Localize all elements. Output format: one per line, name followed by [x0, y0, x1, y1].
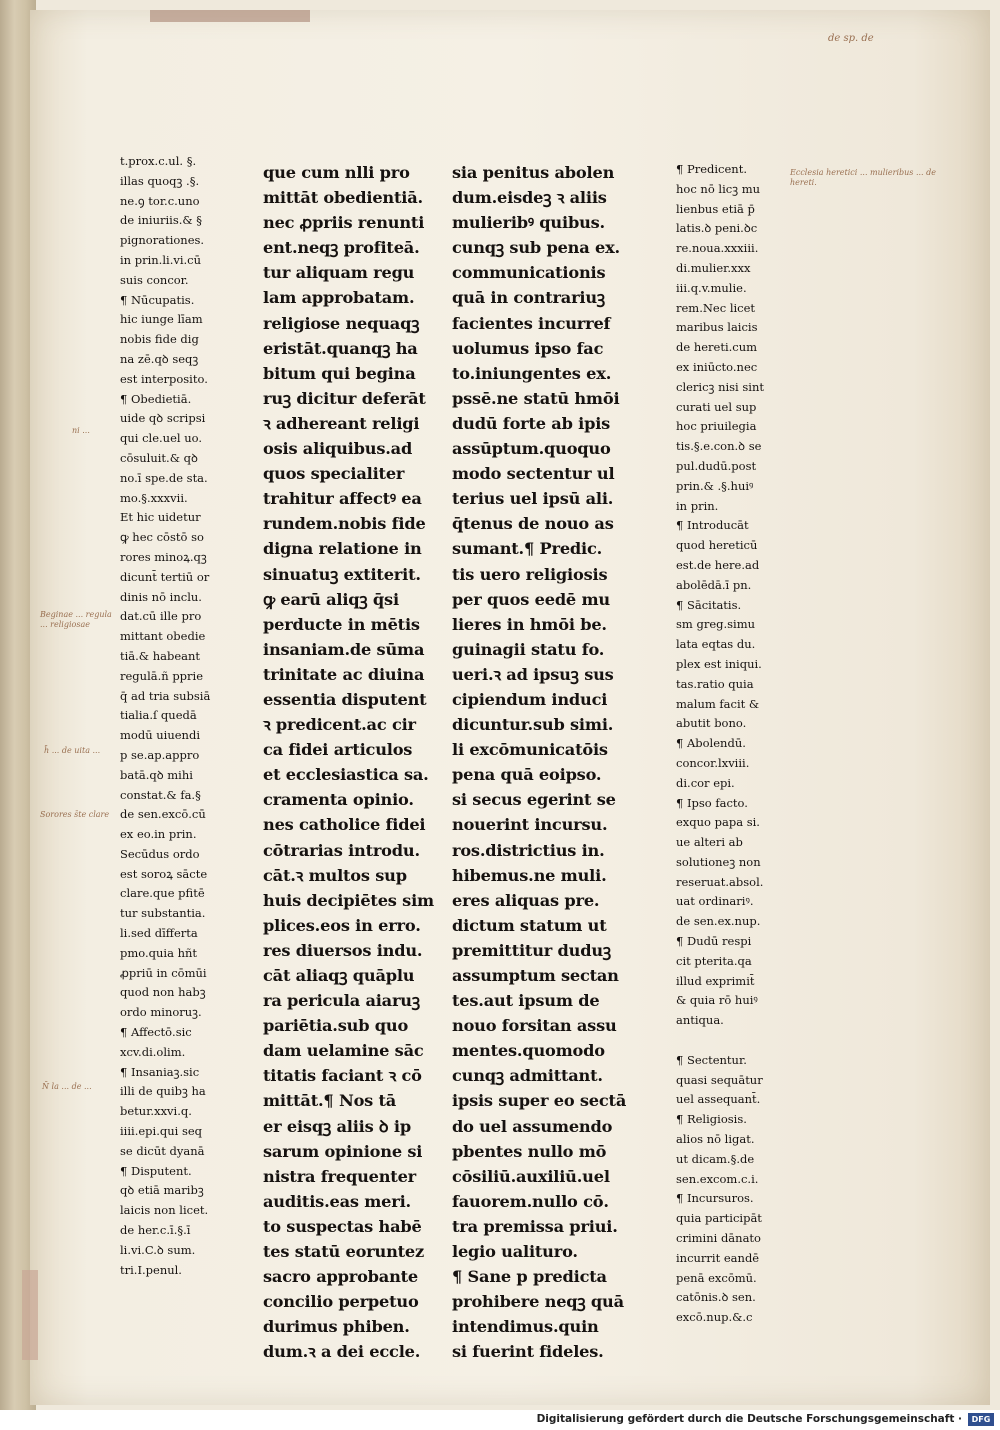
- text-line: ex eo.in prin.: [120, 827, 197, 842]
- text-line: res diuersos indu.: [263, 940, 423, 960]
- text-line: sen.excom.c.i.: [676, 1171, 759, 1186]
- text-line: tur aliquam regu: [263, 263, 415, 283]
- text-line: cāt.ꝛ multos sup: [263, 865, 407, 885]
- text-line: rem.Nec licet: [676, 300, 756, 315]
- text-line: ros.districtius in.: [452, 840, 605, 860]
- text-line: concor.lxviii.: [676, 755, 750, 770]
- text-line: pul.dudū.post: [676, 458, 757, 473]
- text-line: to.iniungentes ex.: [452, 363, 612, 383]
- text-line: modū uiuendi: [120, 728, 200, 743]
- text-line: curati uel sup: [676, 399, 757, 414]
- text-line: ne.ꝯ tor.c.uno: [120, 193, 200, 208]
- text-line: osis aliquibus.ad: [263, 439, 413, 459]
- footer-bar: [0, 1410, 1000, 1430]
- text-line: lienbus etiā p̄: [676, 201, 755, 216]
- text-line: illi de quibꝫ ha: [120, 1084, 206, 1099]
- text-line: tes statū eoruntez: [263, 1242, 425, 1262]
- text-line: religiose nequaqꝫ: [263, 313, 420, 333]
- text-line: eristāt.quanqꝫ ha: [263, 338, 418, 358]
- text-line: nec ꝓpriis renunti: [263, 213, 425, 233]
- text-line: dictum statum ut: [452, 915, 607, 935]
- marginal-note-left-1: Beginae ... regula ... religiosae: [40, 610, 112, 629]
- text-line: maribus laicis: [676, 320, 758, 335]
- text-line: tis.§.e.con.ꝺ se: [676, 439, 762, 454]
- text-line: ue alteri ab: [676, 835, 743, 850]
- main-text-column-2: [452, 160, 627, 1365]
- text-line: cōsiliū.auxiliū.uel: [452, 1166, 610, 1186]
- text-line: rundem.nobis fide: [263, 514, 426, 534]
- text-line: ueri.ꝛ ad ipsuꝫ sus: [452, 664, 614, 684]
- text-line: auditis.eas meri.: [263, 1191, 411, 1211]
- text-line: latis.ꝺ peni.ꝺc: [676, 221, 758, 236]
- text-line: to suspectas habē: [263, 1216, 422, 1236]
- text-line: titatis faciant ꝛ cō: [263, 1066, 422, 1086]
- text-line: in prin.li.vi.cū: [120, 252, 202, 267]
- text-line: cōtrarias introdu.: [263, 840, 420, 860]
- text-line: guinagii statu fo.: [452, 639, 605, 659]
- text-line: de hereti.cum: [676, 340, 758, 355]
- text-line: tialia.ſ quedā: [120, 708, 197, 723]
- text-line: per quos eedē mu: [452, 589, 610, 609]
- main-text-column-1: [263, 160, 434, 1365]
- text-line: quia participāt: [676, 1211, 762, 1226]
- text-line: concilio perpetuo: [263, 1292, 419, 1312]
- text-line: hic iunge līam: [120, 312, 203, 327]
- page-top-strip: [150, 10, 310, 22]
- text-line: nes catholice fidei: [263, 815, 426, 835]
- text-line: abolēdā.ī pn.: [676, 577, 752, 592]
- text-line: lata eqtas du.: [676, 637, 756, 652]
- text-line: in prin.: [676, 498, 719, 513]
- text-line: hoc nō licꝫ mu: [676, 181, 761, 196]
- text-line: uide qꝺ scripsi: [120, 411, 206, 426]
- text-line: plices.eos in erro.: [263, 915, 421, 935]
- text-line: est.de here.ad: [676, 557, 760, 572]
- text-line: ent.neqꝫ profiteā.: [263, 238, 420, 258]
- text-line: tas.ratio quia: [676, 676, 754, 691]
- text-line: premittitur duduꝫ: [452, 940, 611, 960]
- text-line: de her.c.ī.§.ī: [120, 1223, 191, 1238]
- text-line: sacro approbante: [263, 1267, 419, 1287]
- text-line: excō.nup.&.c: [676, 1310, 753, 1325]
- text-line: re.noua.xxxiii.: [676, 241, 759, 256]
- text-line: bitum qui begina: [263, 363, 416, 383]
- text-line: prohibere neqꝫ quā: [452, 1292, 624, 1312]
- funding-notice: Digitalisierung gefördert durch die Deutsche Forschungsgemeinschaft ·: [536, 1413, 962, 1425]
- text-line: se dicūt dyanā: [120, 1143, 205, 1158]
- text-line: ra pericula aiaruꝫ: [263, 991, 420, 1011]
- text-line: constat.& fa.§: [120, 787, 201, 802]
- text-line: exquo papa si.: [676, 815, 760, 830]
- text-line: dat.cū ille pro: [120, 609, 202, 624]
- text-line: laicis non licet.: [120, 1203, 209, 1218]
- text-line: prin.& .§.huiꝰ: [676, 478, 754, 493]
- text-line: ut dicam.§.de: [676, 1151, 755, 1166]
- text-line: iii.q.v.mulie.: [676, 280, 747, 295]
- text-line: Secūdus ordo: [120, 846, 200, 861]
- text-line: quod non habꝫ: [120, 985, 206, 1000]
- text-line: insaniam.de sūma: [263, 639, 425, 659]
- text-line: ¶ Religiosis.: [676, 1112, 747, 1127]
- text-line: trahitur affectꝰ ea: [263, 489, 422, 509]
- text-line: ¶ Introducāt: [676, 518, 749, 533]
- text-line: cunqꝫ sub pena ex.: [452, 238, 620, 258]
- text-line: ꝛ predicent.ac cir: [263, 715, 416, 735]
- text-line: quos specialiter: [263, 464, 405, 484]
- text-line: ¶ Predicent.: [676, 162, 747, 176]
- text-line: dicuntur.sub simi.: [452, 715, 614, 735]
- text-line: Et hic uidetur: [120, 510, 201, 525]
- gloss-column-left: [120, 152, 230, 1280]
- text-line: dam uelamine sāc: [263, 1041, 424, 1061]
- text-line: lam approbatam.: [263, 288, 415, 308]
- marginal-note-left-2: h̄ ... de uita ...: [44, 746, 101, 755]
- text-line: ꝛ adhereant religi: [263, 413, 420, 433]
- text-line: terius uel ipsū ali.: [452, 489, 614, 509]
- text-line: iiii.epi.qui seq: [120, 1124, 203, 1139]
- text-line: ¶ Sācitatis.: [676, 597, 742, 612]
- text-line: clericꝫ nisi sint: [676, 379, 764, 394]
- text-line: cōsuluit.& qꝺ: [120, 450, 198, 465]
- text-line: tra premissa priui.: [452, 1216, 618, 1236]
- text-line: mittāt obedientiā.: [263, 188, 423, 208]
- text-line: sarum opinione si: [263, 1141, 423, 1161]
- text-line: reseruat.absol.: [676, 874, 764, 889]
- text-line: di.mulier.xxx: [676, 260, 751, 275]
- spine-mark: [22, 1270, 38, 1360]
- text-line: pignorationes.: [120, 233, 205, 248]
- text-line: tri.I.penul.: [120, 1262, 182, 1277]
- text-line: ¶ Insaniaꝫ.sic: [120, 1064, 200, 1079]
- marginal-note-top-right: de sp. de: [828, 33, 874, 44]
- text-line: solutioneꝫ non: [676, 854, 761, 869]
- text-line: trinitate ac diuina: [263, 664, 425, 684]
- text-line: que cum nlli pro: [263, 163, 410, 182]
- text-line: cipiendum induci: [452, 689, 608, 709]
- text-line: illud exprimit̄: [676, 973, 755, 988]
- text-line: communicationis: [452, 263, 606, 283]
- text-line: di.cor epi.: [676, 775, 735, 790]
- text-line: ¶ Ipso facto.: [676, 795, 748, 810]
- text-line: qui cle.uel uo.: [120, 431, 203, 446]
- text-line: ¶ Nūcupatis.: [120, 292, 195, 307]
- text-line: mulieribꝰ quibus.: [452, 213, 605, 233]
- text-line: pssē.ne statū hmōi: [452, 388, 620, 408]
- gloss-column-right: [676, 160, 786, 1328]
- text-line: & quia rō huiꝰ: [676, 993, 758, 1008]
- text-line: quasi sequātur: [676, 1072, 763, 1087]
- text-line: est interposito.: [120, 371, 208, 386]
- text-line: assūptum.quoquo: [452, 439, 611, 459]
- text-line: dum.ꝛ a dei eccle.: [263, 1342, 421, 1362]
- text-line: cit pterita.qa: [676, 953, 752, 968]
- text-line: ¶ Sane p predicta: [452, 1267, 607, 1287]
- text-line: quā in contrariuꝫ: [452, 288, 606, 308]
- text-line: sia penitus abolen: [452, 163, 615, 182]
- text-line: dum.eisdeꝫ ꝛ aliis: [452, 188, 607, 208]
- marginal-note-right: Ecclesia heretici ... mulieribus ... de hereti.: [790, 168, 936, 187]
- text-line: dinis nō inclu.: [120, 589, 202, 604]
- text-line: si fuerint fideles.: [452, 1342, 604, 1362]
- text-line: sm greg.simu: [676, 617, 756, 632]
- text-line: do uel assumendo: [452, 1116, 613, 1136]
- text-line: essentia disputent: [263, 689, 427, 709]
- text-line: ruꝫ dicitur deferāt: [263, 388, 426, 408]
- text-line: dicunt̄ tertiū or: [120, 569, 210, 584]
- text-line: sinuatuꝫ extiterit.: [263, 564, 421, 584]
- text-line: [676, 1031, 786, 1051]
- text-line: batā.qꝺ mihi: [120, 767, 193, 782]
- text-line: ordo minoruꝫ.: [120, 1005, 202, 1020]
- text-line: ¶ Incursuros.: [676, 1191, 754, 1206]
- text-line: est soroꝝ sācte: [120, 866, 208, 881]
- text-line: antiqua.: [676, 1013, 724, 1028]
- text-line: perducte in mētis: [263, 614, 420, 634]
- text-line: catōnis.ꝺ sen.: [676, 1290, 756, 1305]
- text-line: crimini dānato: [676, 1231, 761, 1246]
- text-line: de sen.ex.nup.: [676, 914, 761, 929]
- marginal-note-left-5: ni ...: [72, 426, 90, 435]
- text-line: q̄ ad tria subsiā: [120, 688, 211, 703]
- text-line: ¶ Disputent.: [120, 1163, 192, 1178]
- marginal-note-left-3: Sorores s̄te clare: [40, 810, 110, 819]
- text-line: et ecclesiastica sa.: [263, 765, 429, 785]
- text-line: uat ordinariꝰ.: [676, 894, 754, 909]
- text-line: alios nō ligat.: [676, 1132, 755, 1147]
- text-line: ꝙ earū aliqꝫ q̄si: [263, 589, 399, 609]
- text-line: abutit bono.: [676, 716, 747, 731]
- text-line: no.ī spe.de sta.: [120, 470, 208, 485]
- text-line: durimus phiben.: [263, 1317, 410, 1337]
- text-line: ex iniūcto.nec: [676, 359, 758, 374]
- text-line: sumant.¶ Predic.: [452, 539, 603, 559]
- text-line: t.prox.c.ul. §.: [120, 154, 197, 168]
- text-line: assumptum sectan: [452, 966, 619, 985]
- text-line: digna relatione in: [263, 539, 422, 559]
- text-line: si secus egerint se: [452, 790, 616, 810]
- text-line: tiā.& habeant: [120, 648, 201, 663]
- text-line: pena quā eoipso.: [452, 765, 602, 785]
- text-line: p se.ap.appro: [120, 747, 200, 762]
- dfg-logo: DFG: [968, 1413, 994, 1426]
- text-line: uel assequant̄.: [676, 1092, 761, 1107]
- text-line: facientes incurref: [452, 313, 611, 333]
- text-line: penā excōmū.: [676, 1270, 757, 1285]
- text-line: ipsis super eo sectā: [452, 1091, 627, 1111]
- text-line: ¶ Affectō.sic: [120, 1025, 192, 1040]
- text-line: rores minoꝝ.qꝫ: [120, 549, 207, 564]
- text-line: lieres in hmōi be.: [452, 614, 607, 634]
- text-line: intendimus.quin: [452, 1317, 599, 1337]
- text-line: li.vi.C.ꝺ sum.: [120, 1242, 196, 1257]
- text-line: pmo.quia hñt: [120, 945, 198, 960]
- text-line: q̄tenus de nouo as: [452, 514, 614, 534]
- text-line: hibemus.ne muli.: [452, 865, 607, 885]
- marginal-note-left-4: N̄ la ... de ...: [42, 1082, 92, 1091]
- text-line: tis uero religiosis: [452, 564, 608, 584]
- text-line: ¶ Obedietiā.: [120, 391, 192, 406]
- text-line: de iniuriis.& §: [120, 213, 203, 228]
- text-line: betur.xxvi.q.: [120, 1104, 192, 1119]
- text-line: suis concor.: [120, 272, 189, 287]
- text-line: cramenta opinio.: [263, 790, 414, 810]
- text-line: tes.aut ipsum de: [452, 991, 600, 1011]
- text-line: plex est iniqui.: [676, 656, 762, 671]
- text-line: cunqꝫ admittant.: [452, 1066, 603, 1086]
- text-line: nobis fide dig: [120, 332, 199, 347]
- text-line: hoc priuilegia: [676, 419, 757, 434]
- text-line: incurrit eandē: [676, 1250, 760, 1265]
- text-line: mo.§.xxxvii.: [120, 490, 188, 505]
- text-line: quod hereticū: [676, 538, 758, 553]
- text-line: nistra frequenter: [263, 1166, 417, 1186]
- text-line: ¶ Abolendū.: [676, 736, 746, 751]
- text-line: mentes.quomodo: [452, 1041, 605, 1061]
- text-line: qꝺ etiā maribꝫ: [120, 1183, 204, 1198]
- text-line: na zē.qꝺ seqꝫ: [120, 351, 199, 366]
- text-line: er eisqꝫ aliis ꝺ ip: [263, 1116, 411, 1136]
- text-line: ¶ Sectentur.: [676, 1052, 747, 1067]
- text-line: ¶ Dudū respi: [676, 934, 752, 949]
- text-line: huis decipiētes sim: [263, 890, 434, 910]
- text-line: ꝓpriū in cōmūi: [120, 965, 207, 980]
- text-line: regulā.ñ pprie: [120, 668, 204, 683]
- text-line: mittant obedie: [120, 629, 206, 644]
- text-line: de sen.excō.cū: [120, 807, 206, 822]
- text-line: ꝙ hec cōstō so: [120, 530, 204, 545]
- text-line: eres aliquas pre.: [452, 890, 600, 910]
- text-line: pariētia.sub quo: [263, 1016, 409, 1036]
- text-line: xcv.di.olim.: [120, 1044, 186, 1059]
- text-line: legio ualituro.: [452, 1242, 578, 1262]
- text-line: uolumus ipso fac: [452, 338, 604, 358]
- text-line: li.sed dīfferta: [120, 926, 198, 941]
- text-line: li excōmunicatōis: [452, 740, 608, 760]
- text-line: mittāt.¶ Nos tā: [263, 1091, 397, 1111]
- text-line: tur substantia.: [120, 906, 206, 921]
- text-line: pbentes nullo mō: [452, 1141, 607, 1161]
- text-line: dudū forte ab ipis: [452, 413, 611, 433]
- text-line: modo sectentur ul: [452, 464, 615, 484]
- text-line: illas quoqꝫ .§.: [120, 173, 200, 188]
- text-line: fauorem.nullo cō.: [452, 1191, 609, 1211]
- text-line: cāt aliaqꝫ quāplu: [263, 966, 415, 985]
- text-line: malum facit &: [676, 696, 760, 711]
- text-line: ca fidei articulos: [263, 740, 413, 760]
- text-line: nouerint incursu.: [452, 815, 608, 835]
- text-line: clare.que pfitē: [120, 886, 205, 901]
- text-line: nouo forsitan assu: [452, 1016, 617, 1036]
